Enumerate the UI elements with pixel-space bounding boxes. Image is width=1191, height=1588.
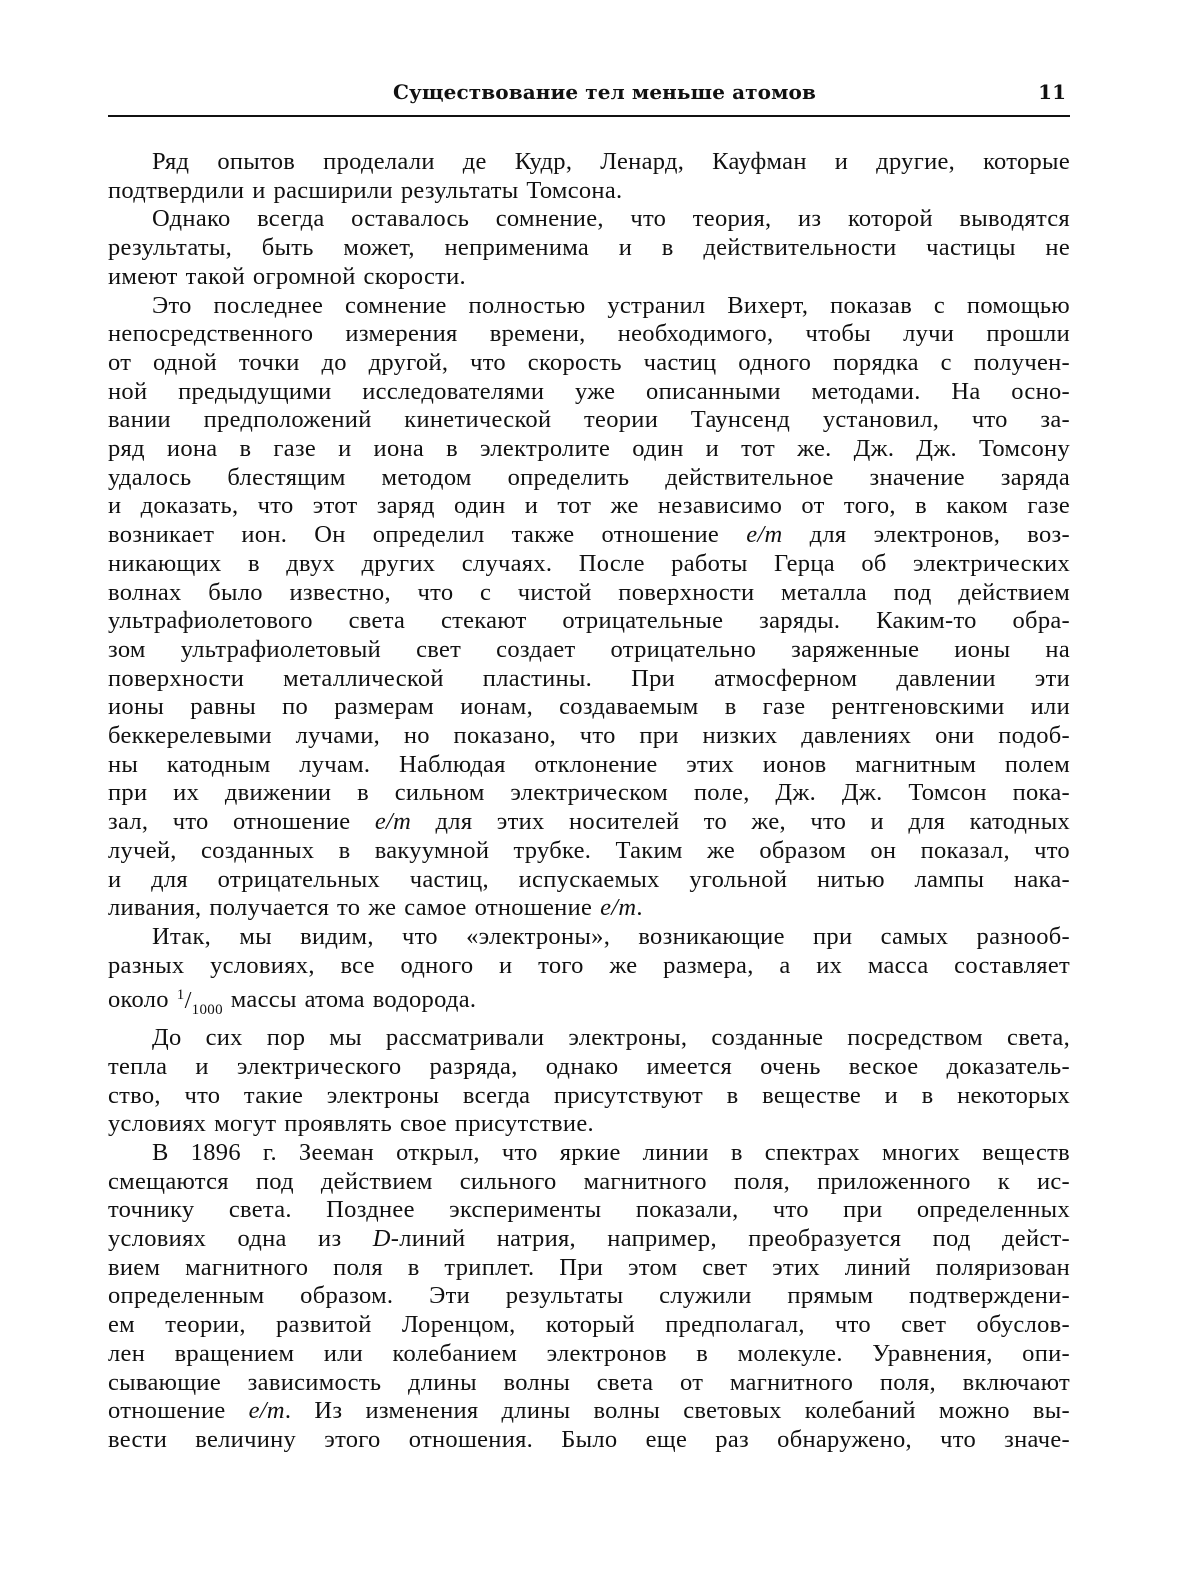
- text-line: смещаются под действием сильного магнитного поля, приложенного к ис-: [108, 1167, 1070, 1195]
- text-line: и доказать, что этот заряд один и тот же независимо от того, в каком газе: [108, 492, 1070, 520]
- text-line: ионы равны по размерам ионам, создаваемым в газе рентгеновскими или: [108, 693, 1070, 721]
- text-line: беккерелевыми лучами, но показано, что при низких давлениях они подоб-: [108, 722, 1070, 750]
- header-rule: [108, 115, 1070, 117]
- text-line: До сих пор мы рассматривали электроны, созданные посредством света,: [152, 1024, 1070, 1052]
- text-line: имеют такой огромной скорости.: [108, 262, 466, 290]
- running-title: Существование тел меньше атомов: [393, 80, 816, 104]
- text-line: зал, что отношение e/m для этих носителей то же, что и для катодных: [108, 808, 1070, 836]
- text-line: ны катодным лучам. Наблюдая отклонение этих ионов магнитным полем: [108, 750, 1070, 778]
- text-line: зом ультрафиолетовый свет создает отрицательно заряженные ионы на: [108, 635, 1070, 663]
- book-page: [108, 0, 1070, 1588]
- text-line: никающих в двух других случаях. После работы Герца об электрических: [108, 549, 1070, 577]
- text-line: Итак, мы видим, что «электроны», возникающие при самых разнооб-: [152, 922, 1070, 950]
- text-line: лучей, созданных в вакуумной трубке. Таким же образом он показал, что: [108, 836, 1070, 864]
- text-line: вием магнитного поля в триплет. При этом свет этих линий поляризован: [108, 1253, 1070, 1281]
- text-line: и для отрицательных частиц, испускаемых угольной нитью лампы нака-: [108, 865, 1070, 893]
- text-line: В 1896 г. Зееман открыл, что яркие линии в спектрах многих веществ: [152, 1138, 1070, 1166]
- text-line: ной предыдущими исследователями уже описанными методами. На осно-: [108, 377, 1070, 405]
- text-line: поверхности металлической пластины. При атмосферном давлении эти: [108, 664, 1070, 692]
- body-text: [108, 148, 1070, 1455]
- text-line: Это последнее сомнение полностью устранил Вихерт, показав с помощью: [152, 291, 1070, 319]
- paragraph: [108, 923, 1070, 1024]
- text-line: отношение e/m. Из изменения длины волны световых колебаний можно вы-: [108, 1397, 1070, 1425]
- text-line: вести величину этого отношения. Было еще раз обнаружено, что значе-: [108, 1425, 1070, 1453]
- text-line: точнику света. Позднее эксперименты показали, что при определенных: [108, 1196, 1070, 1224]
- text-line: ливания, получается то же самое отношение e/m.: [108, 894, 643, 922]
- text-line: результаты, быть может, неприменима и в действительности частицы не: [108, 234, 1070, 262]
- text-line: удалось блестящим методом определить действительное значение заряда: [108, 463, 1070, 491]
- text-line: при их движении в сильном электрическом поле, Дж. Дж. Томсон пока-: [108, 779, 1070, 807]
- text-line: лен вращением или колебанием электронов в молекуле. Уравнения, опи-: [108, 1339, 1070, 1367]
- text-line: ем теории, развитой Лоренцом, который предполагал, что свет обуслов-: [108, 1311, 1070, 1339]
- paragraph: [108, 148, 1070, 205]
- text-line: разных условиях, все одного и того же размера, а их масса составляет: [108, 951, 1070, 979]
- text-line: волнах было известно, что с чистой поверхности металла под действием: [108, 578, 1070, 606]
- text-line: около $^1/_{1000}$ массы атома водорода.: [108, 986, 477, 1018]
- text-line: ство, что такие электроны всегда присутствуют в веществе и в некоторых: [108, 1081, 1070, 1109]
- text-line: от одной точки до другой, что скорость частиц одного порядка с получен-: [108, 348, 1070, 376]
- text-line: тепла и электрического разряда, однако имеется очень веское доказатель-: [108, 1052, 1070, 1080]
- paragraph: [108, 1024, 1070, 1139]
- running-head: [108, 80, 1070, 114]
- paragraph: [108, 1139, 1070, 1455]
- text-line: условиях могут проявлять свое присутствие.: [108, 1110, 594, 1138]
- paragraph: [108, 292, 1070, 923]
- text-line: условиях одна из D-линий натрия, например, преобразуется под дейст-: [108, 1225, 1070, 1253]
- text-line: определенным образом. Эти результаты служили прямым подтверждени-: [108, 1282, 1070, 1310]
- text-line: Ряд опытов проделали де Кудр, Ленард, Кауфман и другие, которые: [152, 148, 1070, 175]
- text-line: Однако всегда оставалось сомнение, что теория, из которой выводятся: [152, 205, 1070, 233]
- text-line: непосредственного измерения времени, необходимого, чтобы лучи прошли: [108, 320, 1070, 348]
- page-number: 11: [1038, 80, 1066, 104]
- paragraph: [108, 205, 1070, 291]
- text-line: вании предположений кинетической теории Таунсенд установил, что за-: [108, 406, 1070, 434]
- text-line: подтвердили и расширили результаты Томсона.: [108, 176, 623, 204]
- text-line: ряд иона в газе и иона в электролите один и тот же. Дж. Дж. Томсону: [108, 435, 1070, 463]
- text-line: ультрафиолетового света стекают отрицательные заряды. Каким-то обра-: [108, 607, 1070, 635]
- text-line: возникает ион. Он определил также отношение e/m для электронов, воз-: [108, 521, 1070, 549]
- text-line: сывающие зависимость длины волны света от магнитного поля, включают: [108, 1368, 1070, 1396]
